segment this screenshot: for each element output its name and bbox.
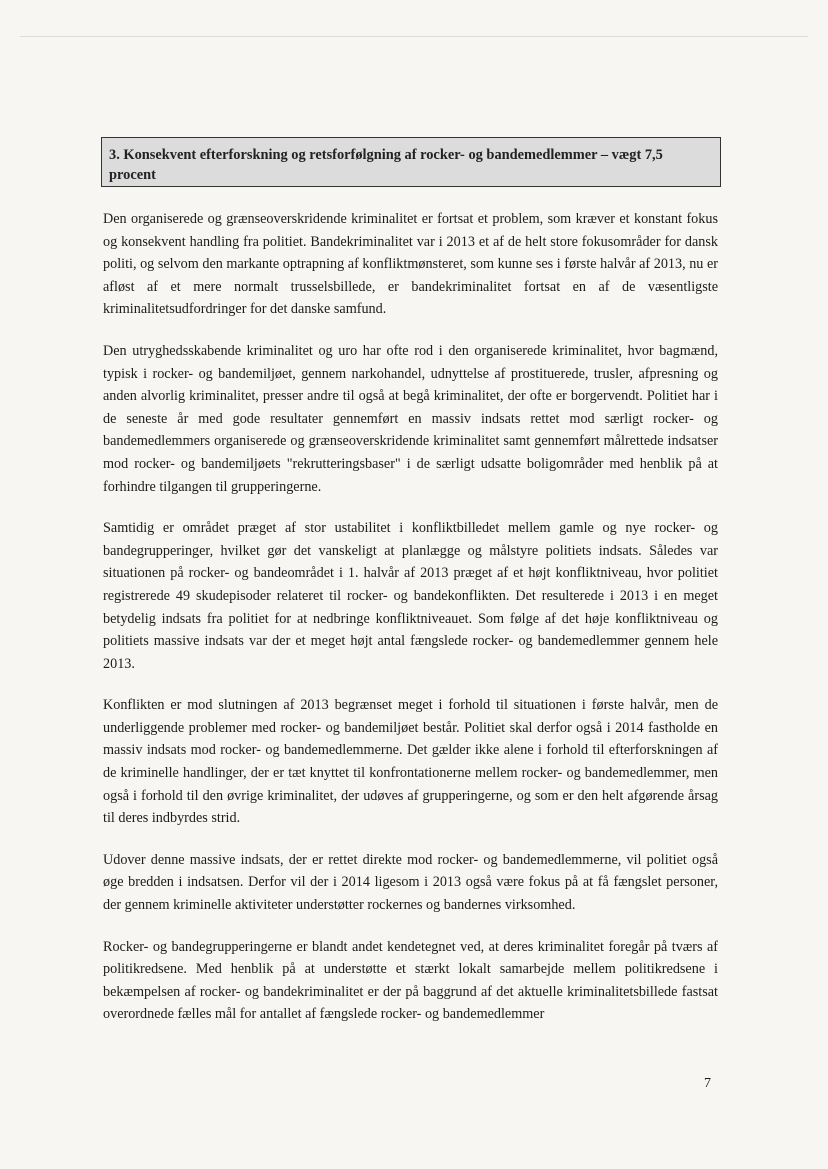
header-rule <box>20 36 808 37</box>
paragraph: Rocker- og bandegrupperingerne er blandt andet kendetegnet ved, at deres kriminalitet foregår på tværs af politikredsene. Med henblik på at understøtte et stærkt lokalt samarbejde mellem politikredsene i bekæmpelsen af rocker- og bandekriminalitet er der på baggrund af det aktuelle kriminalitetsbillede fastsat overordnede fælles mål for antallet af fængslede rocker- og bandemedlemmer <box>103 938 718 1023</box>
paragraph: Den organiserede og grænseoverskridende kriminalitet er fortsat et problem, som kræver et konstant fokus og konsekvent handling fra politiet. Bandekriminalitet var i 2013 et af de helt store fokusområder for dansk politi, og selvom den markante optrapning af konfliktmønsteret, som kunne ses i første halvår af 2013, nu er afløst af et mere normalt trusselsbillede, er bandekriminalitet fortsat en af de væsentligste kriminalitetsudfordringer for det danske samfund. <box>103 211 718 318</box>
section-heading-text: 3. Konsekvent efterforskning og retsforfølgning af rocker- og bandemedlemmer – vægt 7,5 procent <box>109 147 663 183</box>
paragraph: Konflikten er mod slutningen af 2013 begrænset meget i forhold til situationen i første halvår, men de underliggende problemer med rocker- og bandemiljøet består. Politiet skal derfor også i 2014 fastholde en massiv indsats mod rocker- og bandemedlemmerne. Det gælder ikke alene i forhold til efterforskningen af de kriminelle handlinger, der er tæt knyttet til konfrontationerne mellem rocker- og bandemedlemmer, men også i forhold til den øvrige kriminalitet, der udøves af grupperingerne, og som er den helt afgørende årsag til deres indbyrdes strid. <box>103 697 718 827</box>
page-number: 7 <box>704 1076 711 1091</box>
paragraph: Samtidig er området præget af stor ustabilitet i konfliktbilledet mellem gamle og nye rocker- og bandegrupperinger, hvilket gør det vanskeligt at planlægge og målstyre politiets indsats. Således var situationen på rocker- og bandeområdet i 1. halvår af 2013 præget af et højt konfliktniveau, hvor politiet registrerede 49 skudepisoder relateret til rocker- og bandekonflikten. Det resulterede i 2013 i en meget betydelig indsats fra politiet for at nedbringe konfliktniveauet. Som følge af det høje konfliktniveau og politiets massive indsats var der et meget højt antal fængslede rocker- og bandemedlemmer gennem hele 2013. <box>103 520 718 672</box>
document-body <box>103 208 718 1045</box>
paragraph: Den utryghedsskabende kriminalitet og uro har ofte rod i den organiserede kriminalitet, hvor bagmænd, typisk i rocker- og bandemiljøet, gennem narkohandel, udnyttelse af prostituerede, trusler, afpresning og anden alvorlig kriminalitet, presser andre til også at begå kriminalitet, der ofte er borgervendt. Politiet har i de seneste år med gode resultater gennemført en massiv indsats rettet mod særligt rocker- og bandemedlemmers organiserede og grænseoverskridende kriminalitet samt gennemført målrettede indsatser mod rocker- og bandemiljøets "rekrutteringsbaser" i de særligt udsatte boligområder med henblik på at forhindre tilgangen til grupperingerne. <box>103 342 718 495</box>
paragraph: Udover denne massive indsats, der er rettet direkte mod rocker- og bandemedlemmerne, vil politiet også øge bredden i indsatsen. Derfor vil der i 2014 ligesom i 2013 også være fokus på at få fængslet personer, der gennem kriminelle aktiviteter understøtter rockernes og bandernes virksomhed. <box>103 851 718 914</box>
section-heading <box>101 137 721 187</box>
